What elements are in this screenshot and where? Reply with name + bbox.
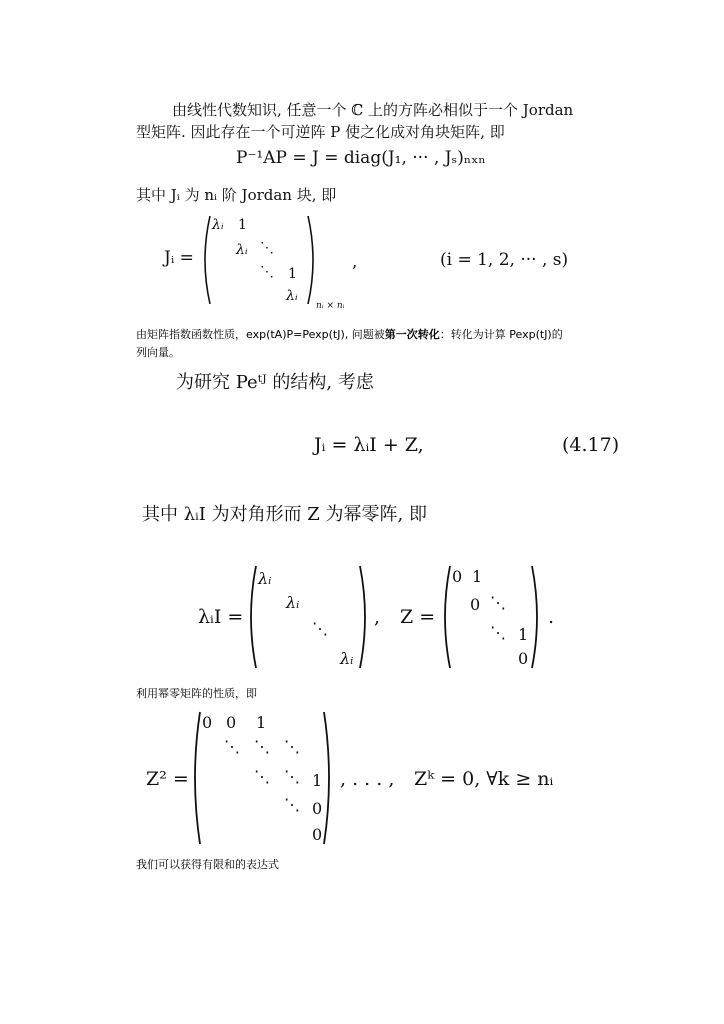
z-matrix	[440, 562, 550, 672]
z2-cell-1: 0	[226, 713, 237, 732]
z-cell-4: ⋱	[490, 623, 506, 642]
z2-cell-0: 0	[202, 713, 213, 732]
z2-label: Z² =	[146, 768, 189, 790]
lambda-cell-3: λᵢ	[340, 649, 354, 668]
lambda-cell-1: λᵢ	[286, 593, 300, 612]
equation-ji: Jᵢ = λᵢI + Z,	[314, 434, 424, 456]
z-label: Z =	[400, 606, 436, 628]
lambda-comma: ,	[374, 606, 381, 628]
z2-cell-7: ⋱	[284, 767, 300, 786]
paragraph-line-1: 由线性代数知识, 任意一个 ℂ 上的方阵必相似于一个 Jordan	[172, 101, 574, 119]
z2-cell-2: 1	[256, 713, 267, 732]
ji-comma: ,	[352, 252, 358, 272]
ji-cell-0: λᵢ	[212, 217, 224, 233]
z-cell-5: 1	[518, 625, 529, 644]
z2-cell-8: 1	[312, 771, 323, 790]
note1-line-2: 列向量。	[136, 346, 180, 359]
z-period: .	[548, 606, 555, 628]
z-cell-6: 0	[518, 649, 529, 668]
z2-cell-5: ⋱	[284, 737, 300, 756]
lambda-i-matrix	[246, 562, 376, 672]
jordan-block-matrix	[198, 212, 368, 308]
z2-cell-4: ⋱	[254, 737, 270, 756]
lambda-cell-2: ⋱	[312, 619, 328, 638]
ji-cell-5: 1	[288, 266, 297, 282]
z2-cell-11: 0	[312, 825, 323, 844]
z-cell-3: ⋱	[490, 593, 506, 612]
index-range: (i = 1, 2, ··· , s)	[440, 250, 569, 270]
lambda-i-label: λᵢI =	[198, 606, 244, 628]
note-finite-sum: 我们可以获得有限和的表达式	[136, 858, 279, 871]
note1-bold: 第一次转化	[384, 328, 440, 341]
note-matrix-exponential	[136, 326, 563, 342]
zk-equation: Zᵏ = 0, ∀k ≥ nᵢ	[414, 768, 554, 790]
nilpotent-line: 其中 λᵢI 为对角形而 Z 为幂零阵, 即	[142, 504, 427, 525]
ji-cell-6: λᵢ	[286, 288, 298, 304]
equation-diag: P⁻¹AP = J = diag(J₁, ··· , Jₛ)ₙₓₙ	[236, 148, 486, 168]
z2-cell-6: ⋱	[254, 767, 270, 786]
ji-cell-2: λᵢ	[236, 242, 248, 258]
ji-cell-3: ⋱	[260, 240, 274, 256]
z-cell-2: 0	[470, 595, 481, 614]
z2-cell-3: ⋱	[224, 737, 240, 756]
z2-cell-10: 0	[312, 799, 323, 818]
note1-after: ：转化为计算 Pexp(tJ)的	[439, 328, 563, 341]
z-cell-1: 1	[472, 567, 483, 586]
jordan-intro: 其中 Jᵢ 为 nᵢ 阶 Jordan 块, 即	[136, 186, 337, 204]
z-cell-0: 0	[452, 567, 463, 586]
ji-label: Jᵢ =	[164, 248, 194, 268]
study-line: 为研究 Peᵗᴶ 的结构, 考虑	[176, 372, 374, 393]
ji-subscript: nᵢ × nᵢ	[316, 301, 345, 308]
ji-cell-4: ⋱	[260, 264, 274, 280]
equation-number: (4.17)	[562, 434, 620, 456]
z2-cell-9: ⋱	[284, 795, 300, 814]
lambda-cell-0: λᵢ	[258, 569, 272, 588]
paragraph-line-2: 型矩阵. 因此存在一个可逆阵 P 使之化成对角块矩阵, 即	[136, 123, 505, 141]
ji-cell-1: 1	[238, 217, 247, 233]
note-nilpotent-property: 利用幂零矩阵的性质，即	[136, 687, 257, 700]
z2-tail: , . . . ,	[340, 768, 395, 790]
z-squared-matrix	[190, 708, 340, 848]
note1-before: 由矩阵指数函数性质，exp(tA)P=Pexp(tJ), 问题被	[136, 328, 385, 341]
